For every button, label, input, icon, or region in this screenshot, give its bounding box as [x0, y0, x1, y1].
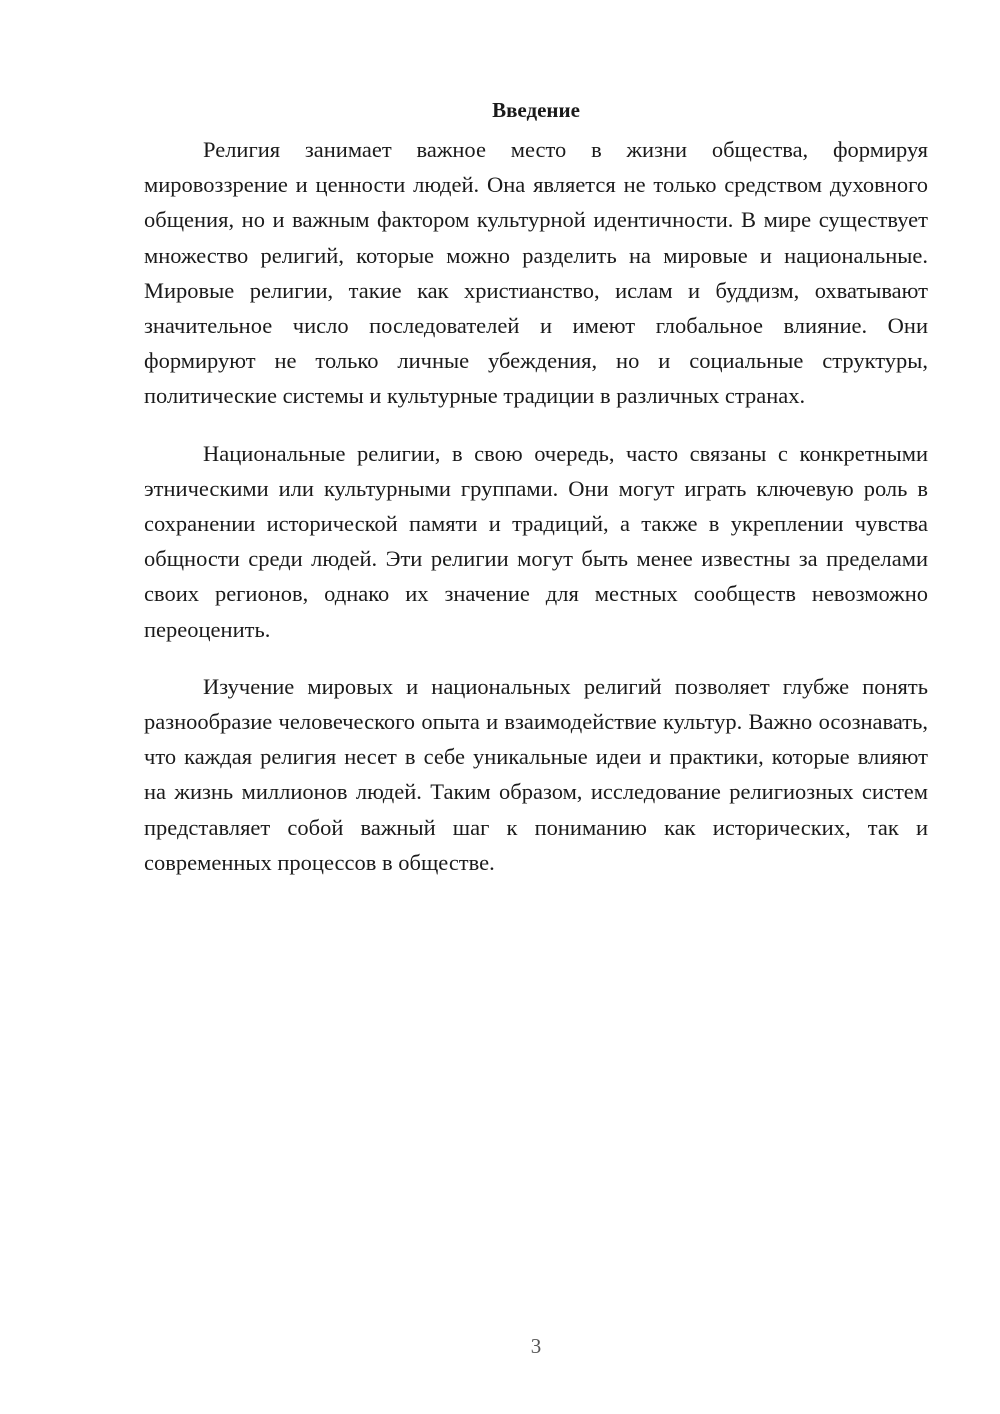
paragraph-2: Национальные религии, в свою очередь, часто связаны с конкретными этническими или культурными группами. Они могут играть ключевую роль в сохранении исторической памяти и традиций, а также в укреплении чувства общности среди людей. Эти религии могут быть менее известны за пределами своих регионов, однако их значение для местных сообществ невозможно переоценить. [144, 440, 928, 642]
page-content [144, 92, 928, 902]
paragraph-3: Изучение мировых и национальных религий позволяет глубже понять разнообразие человеческого опыта и взаимодействие культур. Важно осознавать, что каждая религия несет в себе уникальные идеи и практики, которые влияют на жизнь миллионов людей. Таким образом, исследование религиозных систем представляет собой важный шаг к пониманию как исторических, так и современных процессов в обществе. [144, 673, 928, 875]
section-heading: Введение [492, 98, 580, 122]
page-number: 3 [530, 1334, 542, 1358]
paragraph-1: Религия занимает важное место в жизни общества, формируя мировоззрение и ценности людей. Она является не только средством духовного общения, но и важным фактором культурной идентичности. В мире существует множество религий, которые можно разделить на мировые и национальные. Мировые религии, такие как христианство, ислам и буддизм, охватывают значительное число последователей и имеют глобальное влияние. Они формируют не только личные убеждения, но и социальные структуры, политические системы и культурные традиции в различных странах. [144, 137, 928, 409]
